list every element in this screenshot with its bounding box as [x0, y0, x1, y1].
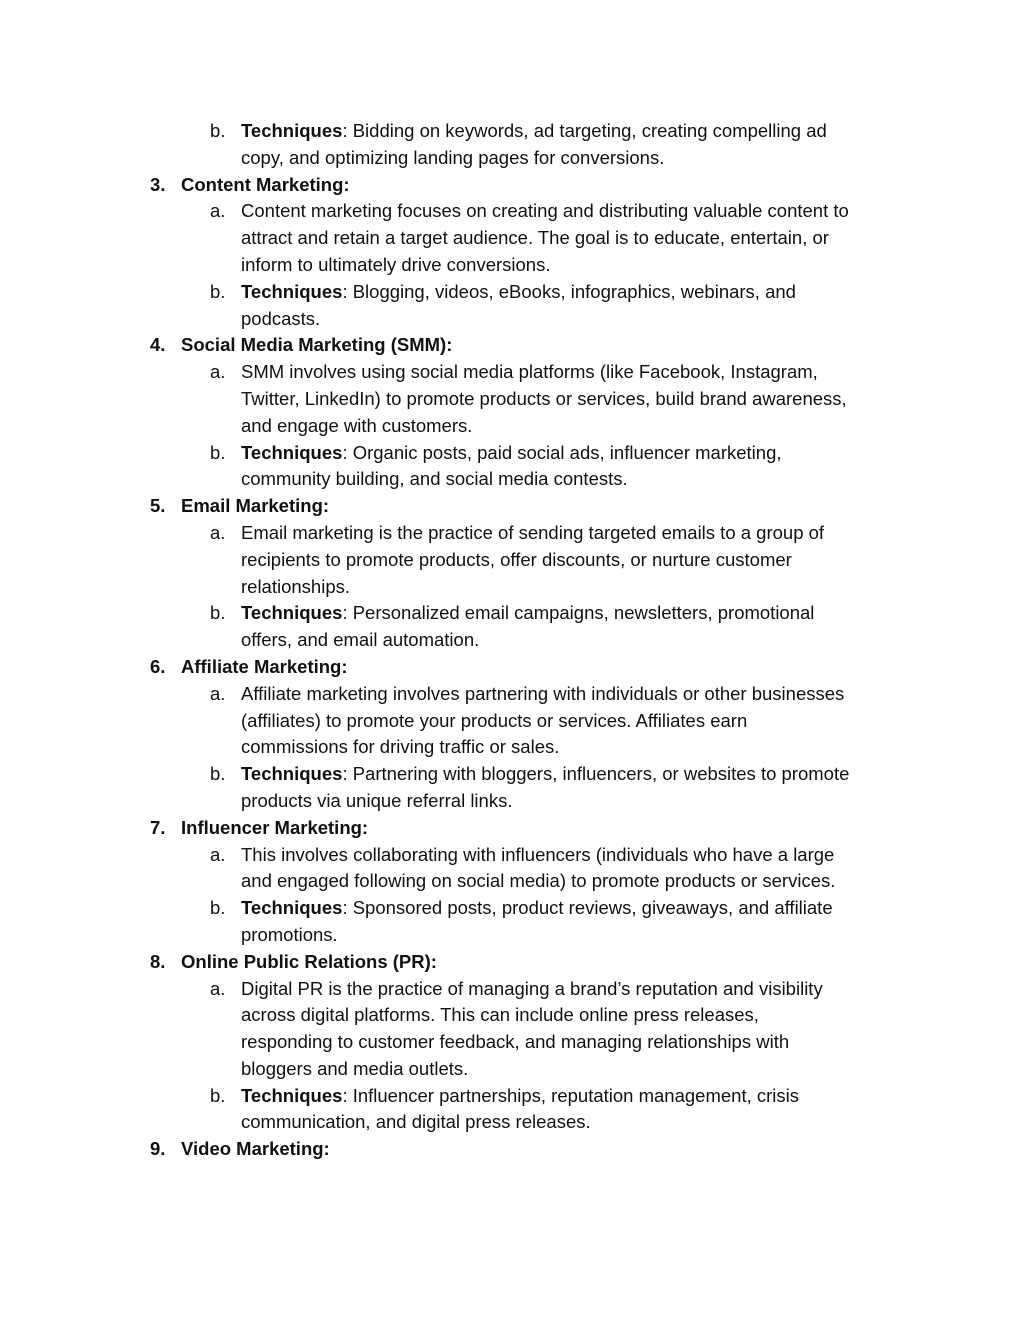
item-text — [241, 1083, 921, 1110]
item-text — [241, 1109, 921, 1136]
list-item-line — [0, 1002, 1024, 1029]
list-item-line — [0, 413, 1024, 440]
list-heading — [0, 493, 1024, 520]
item-text — [241, 440, 921, 467]
item-text-content: promotions. — [241, 923, 338, 945]
list-item-line — [0, 225, 1024, 252]
list-number: 8. — [150, 950, 166, 972]
item-text — [241, 1002, 921, 1029]
techniques-label: Techniques — [241, 602, 343, 624]
list-number: 7. — [150, 816, 166, 838]
list-heading — [0, 815, 1024, 842]
list-item-line — [0, 627, 1024, 654]
item-text — [241, 842, 921, 869]
item-text-content: Affiliate marketing involves partnering with individuals or other businesses — [241, 682, 845, 704]
item-text-content: Twitter, LinkedIn) to promote products or services, build brand awareness, — [241, 387, 847, 409]
item-text — [241, 547, 921, 574]
item-text — [241, 252, 921, 279]
item-text-content: : Influencer partnerships, reputation management, crisis — [342, 1084, 800, 1106]
list-item-line — [0, 1056, 1024, 1083]
item-text-content: SMM involves using social media platforms (like Facebook, Instagram, — [241, 361, 818, 383]
list-letter: b. — [210, 602, 226, 624]
item-text — [241, 359, 921, 386]
item-text-content: podcasts. — [241, 307, 321, 329]
list-item-line — [0, 466, 1024, 493]
list-item-line — [0, 922, 1024, 949]
item-text-content: commissions for driving traffic or sales. — [241, 736, 560, 758]
section-title: Content Marketing: — [181, 173, 350, 195]
techniques-label: Techniques — [241, 441, 343, 463]
item-text — [241, 922, 921, 949]
list-letter: b. — [210, 763, 226, 785]
item-text-content: This involves collaborating with influencers (individuals who have a large — [241, 843, 835, 865]
item-text-content: attract and retain a target audience. The goal is to educate, entertain, or — [241, 227, 829, 249]
list-item-line — [0, 252, 1024, 279]
section-title: Video Marketing: — [181, 1138, 330, 1160]
list-letter: a. — [210, 843, 226, 865]
list-number: 4. — [150, 334, 166, 356]
list-letter: b. — [210, 120, 226, 141]
techniques-label: Techniques — [241, 763, 343, 785]
section-title: Email Marketing: — [181, 495, 330, 517]
list-item-line — [0, 145, 1024, 172]
list-item-line — [0, 118, 1024, 145]
list-letter: a. — [210, 977, 226, 999]
list-item-line — [0, 198, 1024, 225]
item-text-content: : Organic posts, paid social ads, influencer marketing, — [342, 441, 782, 463]
list-item-line — [0, 600, 1024, 627]
item-text — [241, 413, 921, 440]
list-item-line — [0, 976, 1024, 1003]
list-letter: a. — [210, 521, 226, 543]
item-text-content: : Partnering with bloggers, influencers, or websites to promote — [342, 763, 850, 785]
item-text-content: communication, and digital press releases. — [241, 1111, 591, 1133]
list-item-line — [0, 842, 1024, 869]
list-number: 9. — [150, 1138, 166, 1160]
techniques-label: Techniques — [241, 897, 343, 919]
list-letter: b. — [210, 441, 226, 463]
list-heading — [0, 654, 1024, 681]
list-heading — [0, 332, 1024, 359]
list-item-line — [0, 734, 1024, 761]
item-text-content: : Bidding on keywords, ad targeting, creating compelling ad — [342, 120, 827, 141]
section-title: Social Media Marketing (SMM): — [181, 334, 453, 356]
item-text — [241, 198, 921, 225]
item-text-content: relationships. — [241, 575, 351, 597]
item-text — [241, 788, 921, 815]
item-text — [241, 118, 921, 145]
list-item-line — [0, 1109, 1024, 1136]
techniques-label: Techniques — [241, 1084, 343, 1106]
item-text — [241, 520, 921, 547]
list-item-line — [0, 520, 1024, 547]
item-text — [241, 1056, 921, 1083]
section-title: Affiliate Marketing: — [181, 655, 348, 677]
item-text — [241, 145, 921, 172]
list-heading — [0, 1136, 1024, 1163]
techniques-label: Techniques — [241, 280, 343, 302]
list-letter: a. — [210, 682, 226, 704]
item-text — [241, 681, 921, 708]
item-text — [241, 761, 921, 788]
item-text-content: : Personalized email campaigns, newsletters, promotional — [342, 602, 815, 624]
list-item-line — [0, 306, 1024, 333]
item-text-content: Content marketing focuses on creating and distributing valuable content to — [241, 200, 849, 222]
item-text-content: responding to customer feedback, and managing relationships with — [241, 1031, 790, 1053]
list-heading — [0, 172, 1024, 199]
list-item-line — [0, 1083, 1024, 1110]
item-text — [241, 708, 921, 735]
item-text-content: recipients to promote products, offer discounts, or nurture customer — [241, 548, 792, 570]
item-text-content: offers, and email automation. — [241, 629, 480, 651]
list-number: 6. — [150, 655, 166, 677]
list-item-line — [0, 574, 1024, 601]
list-item-line — [0, 386, 1024, 413]
list-item-line — [0, 788, 1024, 815]
item-text-content: Email marketing is the practice of sending targeted emails to a group of — [241, 521, 825, 543]
list-item-line — [0, 359, 1024, 386]
item-text-content: bloggers and media outlets. — [241, 1057, 469, 1079]
section-title: Influencer Marketing: — [181, 816, 369, 838]
item-text — [241, 868, 921, 895]
item-text-content: (affiliates) to promote your products or services. Affiliates earn — [241, 709, 748, 731]
list-item-line — [0, 868, 1024, 895]
item-text — [241, 574, 921, 601]
list-number: 5. — [150, 495, 166, 517]
section-title: Online Public Relations (PR): — [181, 950, 437, 972]
list-item-line — [0, 279, 1024, 306]
item-text-content: copy, and optimizing landing pages for conversions. — [241, 146, 665, 168]
item-text — [241, 279, 921, 306]
item-text — [241, 895, 921, 922]
item-text-content: and engaged following on social media) to promote products or services. — [241, 870, 836, 892]
list-item-line — [0, 681, 1024, 708]
list-item-line — [0, 761, 1024, 788]
list-letter: b. — [210, 897, 226, 919]
item-text-content: inform to ultimately drive conversions. — [241, 253, 551, 275]
item-text — [241, 466, 921, 493]
item-text — [241, 976, 921, 1003]
item-text-content: : Sponsored posts, product reviews, giveaways, and affiliate — [342, 897, 833, 919]
item-text-content: : Blogging, videos, eBooks, infographics, webinars, and — [342, 280, 796, 302]
list-item-line — [0, 1029, 1024, 1056]
item-text — [241, 386, 921, 413]
item-text — [241, 627, 921, 654]
list-item-line — [0, 708, 1024, 735]
list-letter: a. — [210, 361, 226, 383]
list-letter: b. — [210, 1084, 226, 1106]
item-text-content: community building, and social media contests. — [241, 468, 628, 490]
list-heading — [0, 949, 1024, 976]
item-text-content: across digital platforms. This can include online press releases, — [241, 1004, 759, 1026]
item-text — [241, 225, 921, 252]
list-item-line — [0, 895, 1024, 922]
list-item-line — [0, 440, 1024, 467]
list-letter: b. — [210, 280, 226, 302]
list-letter: a. — [210, 200, 226, 222]
marketing-list — [0, 118, 1024, 1163]
techniques-label: Techniques — [241, 120, 343, 141]
item-text — [241, 1029, 921, 1056]
list-item-line — [0, 547, 1024, 574]
item-text-content: and engage with customers. — [241, 414, 473, 436]
item-text — [241, 734, 921, 761]
list-number: 3. — [150, 173, 166, 195]
item-text — [241, 306, 921, 333]
item-text-content: products via unique referral links. — [241, 789, 513, 811]
item-text — [241, 600, 921, 627]
item-text-content: Digital PR is the practice of managing a brand’s reputation and visibility — [241, 977, 823, 999]
